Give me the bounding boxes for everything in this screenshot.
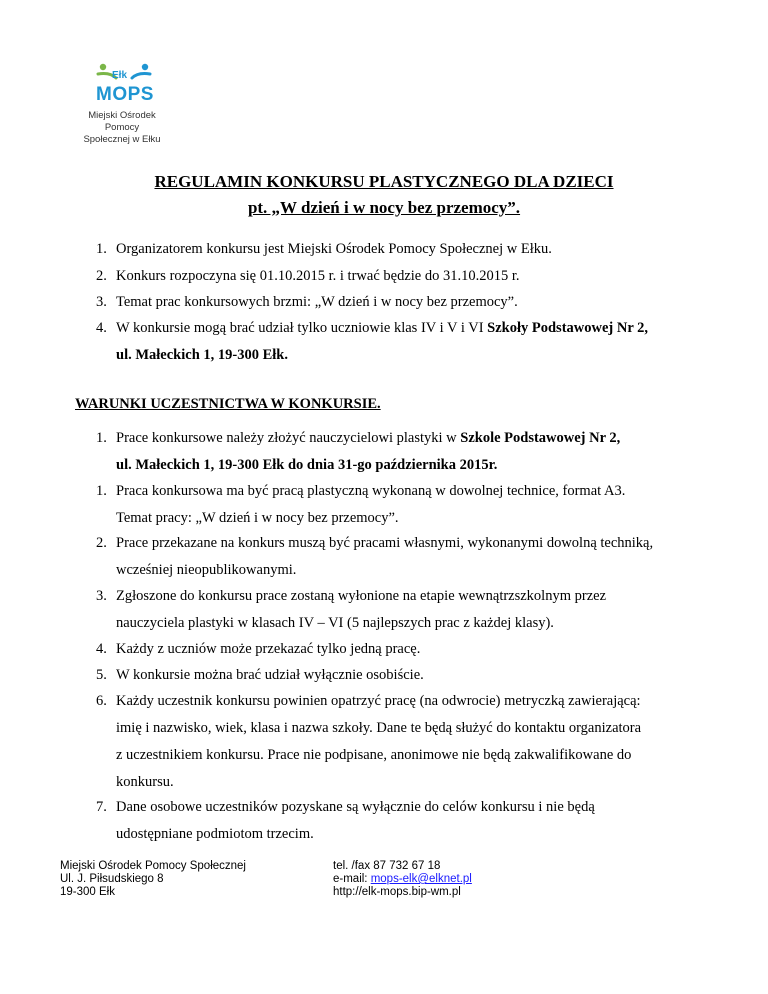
list-text-line: imię i nazwisko, wiek, klasa i nazwa szkoły. Dane te będą służyć do kontaktu organizatora: [116, 720, 642, 736]
school-name: Szkole Podstawowej Nr 2,: [460, 430, 621, 446]
list-text-line: Zgłoszone do konkursu prace zostaną wyłonione na etapie wewnątrzszkolnym przez: [116, 588, 607, 604]
list-text-line: Dane osobowe uczestników pozyskane są wyłącznie do celów konkursu i nie będą: [116, 799, 595, 815]
footer-website[interactable]: http://elk-mops.bip-wm.pl: [333, 886, 461, 898]
section-heading: WARUNKI UCZESTNICTWA W KONKURSIE.: [75, 396, 381, 412]
footer-org-name: Miejski Ośrodek Pomocy Społecznej: [60, 860, 246, 872]
list-text: [116, 478, 698, 532]
list-text: [116, 425, 698, 479]
list-number: 4.: [96, 641, 107, 657]
list-text-line: Prace przekazane na konkurs muszą być pracami własnymi, wykonanymi dowolną techniką,: [116, 535, 654, 551]
list-number: 3.: [96, 588, 107, 604]
list-number: 1.: [96, 430, 107, 446]
footer-email-line: [333, 873, 472, 886]
footer-phone: tel. /fax 87 732 67 18: [333, 860, 441, 872]
school-name: Szkoły Podstawowej Nr 2,: [487, 320, 649, 336]
list-text-part: W konkursie mogą brać udział tylko uczniowie klas IV i V i VI: [116, 320, 488, 336]
list-text: [116, 794, 698, 848]
list-text: [116, 315, 698, 369]
list-text: [116, 583, 698, 637]
list-text-line: Praca konkursowa ma być pracą plastyczną wykonaną w dowolnej technice, format A3.: [116, 483, 626, 499]
school-address-deadline: ul. Małeckich 1, 19-300 Ełk do dnia 31-go października 2015r.: [116, 457, 498, 473]
list-text-line: Temat pracy: „W dzień i w nocy bez przemocy”.: [116, 510, 399, 526]
list-number: 3.: [96, 294, 107, 310]
list-number: 1.: [96, 483, 107, 499]
list-text-line: nauczyciela plastyki w klasach IV – VI (5 najlepszych prac z każdej klasy).: [116, 615, 554, 631]
document-title: REGULAMIN KONKURSU PLASTYCZNEGO DLA DZIECI: [154, 172, 614, 191]
logo-caption: [72, 110, 172, 146]
footer-street: Ul. J. Piłsudskiego 8: [60, 873, 164, 885]
logo-brand-small: Ełk: [112, 70, 128, 81]
email-link[interactable]: mops-elk@elknet.pl: [370, 873, 472, 885]
list-text-line: Każdy uczestnik konkursu powinien opatrzyć pracę (na odwrocie) metryczką zawierającą:: [116, 693, 641, 709]
list-number: 4.: [96, 320, 107, 336]
footer-address: [60, 860, 246, 899]
list-text: Konkurs rozpoczyna się 01.10.2015 r. i trwać będzie do 31.10.2015 r.: [116, 268, 520, 284]
document-subtitle: pt. „W dzień i w nocy bez przemocy”.: [247, 198, 521, 217]
list-number: 5.: [96, 667, 107, 683]
list-number: 6.: [96, 693, 107, 709]
logo-caption-line2: Społecznej w Ełku: [83, 134, 161, 145]
list-text: Temat prac konkursowych brzmi: „W dzień i w nocy bez przemocy”.: [116, 294, 518, 310]
footer-city: 19-300 Ełk: [60, 886, 115, 898]
school-address: ul. Małeckich 1, 19-300 Ełk.: [116, 347, 288, 363]
mops-logo: [72, 62, 192, 145]
list-text-line: konkursu.: [116, 774, 174, 790]
list-text: Każdy z uczniów może przekazać tylko jedną pracę.: [116, 641, 421, 657]
list-text: [116, 688, 698, 796]
list-number: 7.: [96, 799, 107, 815]
list-text-part: Prace konkursowe należy złożyć nauczycielowi plastyki w: [116, 430, 461, 446]
list-text: [116, 530, 698, 584]
footer-email-label: e-mail:: [333, 873, 371, 885]
list-number: 1.: [96, 241, 107, 257]
list-text-line: wcześniej nieopublikowanymi.: [116, 562, 297, 578]
list-text: Organizatorem konkursu jest Miejski Ośrodek Pomocy Społecznej w Ełku.: [116, 241, 552, 257]
logo-caption-line1: Miejski Ośrodek Pomocy: [88, 110, 156, 133]
list-text: W konkursie można brać udział wyłącznie osobiście.: [116, 667, 424, 683]
list-number: 2.: [96, 268, 107, 284]
list-text-line: udostępniane podmiotom trzecim.: [116, 826, 314, 842]
list-text-line: z uczestnikiem konkursu. Prace nie podpisane, anonimowe nie będą zakwalifikowane do: [116, 747, 632, 763]
logo-brand-big: MOPS: [96, 84, 154, 105]
list-number: 2.: [96, 535, 107, 551]
footer-contact: [333, 860, 472, 899]
